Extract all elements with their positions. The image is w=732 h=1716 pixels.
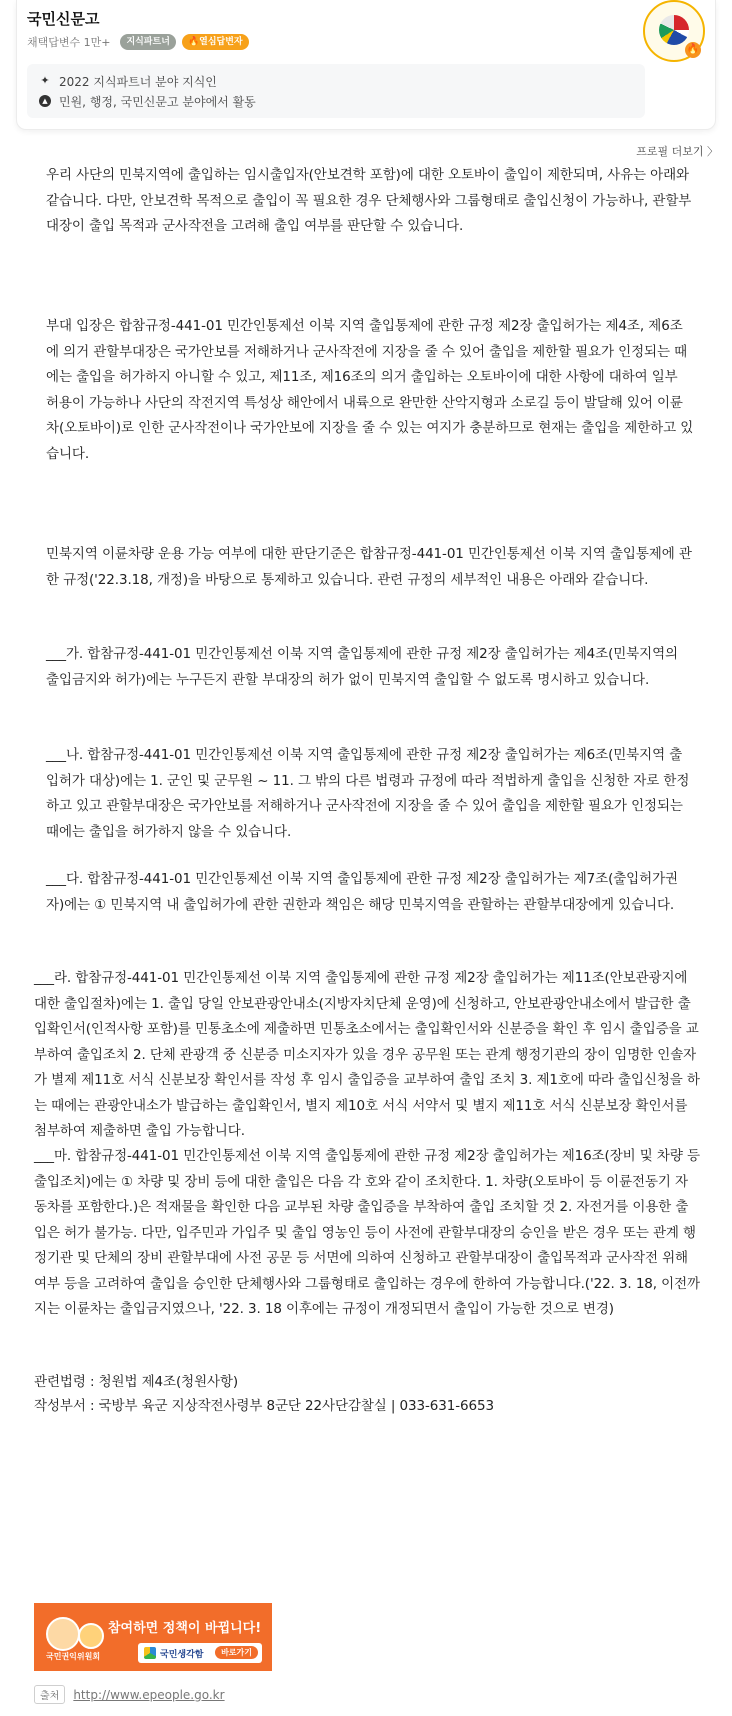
- banner-org: 국민권익위원회: [46, 1652, 101, 1661]
- related-law: 관련법령 : 청원법 제4조(청원사항): [34, 1374, 239, 1390]
- profile-name[interactable]: 국민신문고: [27, 10, 100, 28]
- profile-card: [16, 0, 716, 130]
- avatar[interactable]: [643, 0, 705, 62]
- source-line: [34, 1685, 225, 1704]
- answer-paragraph-4: ___가. 합참규정-441-01 민간인통제선 이북 지역 출입통제에 관한 규정 제2장 출입허가는 제4조(민북지역의 출입금지와 허가)에는 누구든지 관할 부대장의 허가 없이 민북지역 출입할 수 없도록 명시하고 있습니다.: [46, 646, 678, 688]
- answer-paragraph-5: ___나. 합참규정-441-01 민간인통제선 이북 지역 출입통제에 관한 규정 제2장 출입허가는 제6조(민북지역 출입허가 대상)에는 1. 군인 및 군무원 ~ 11. 그 밖의 다른 법령과 규정에 따라 적법하게 출입을 신청한 자로 한정하고 있고 관할부대장은 국가안보를 저해하거나 군사작전에 지장을 줄 수 있어 출입을 제한할 필요가 인정되는 때에는 출입을 허가하지 않을 수 있습니다.: [46, 747, 690, 840]
- answer-paragraph-8: ___마. 합참규정-441-01 민간인통제선 이북 지역 출입통제에 관한 규정 제2장 출입허가는 제16조(장비 및 차량 등 출입조치)에는 ① 차량 및 장비 등에 대한 출입은 다음 각 호와 같이 조치한다. 1. 차량(오토바이 등 이륜전동기 자동차를 포함한다.)은 적재물을 확인한 다음 교부된 차량 출입증을 부착하여 출입 조치할 것 2. 자전거를 이용한 출입은 허가 불가능. 다만, 입주민과 가입주 및 출입 영농인 등이 사전에 관할부대장의 승인을 받은 경우 또는 관계 행정기관 및 단체의 장비 관할부대에 사전 공문 등 서면에 의하여 신청하고 관할부대장이 출입목적과 군사작전 위해 여부 등을 고려하여 출입을 승인한 단체행사와 그룹형태로 출입하는 경우에 한하여 가능합니다.('22. 3. 18, 이전까지는 이륜차는 출입금지였으나, '22. 3. 18 이후에는 규정이 개정되면서 출입이 가능한 것으로 변경): [34, 1148, 700, 1317]
- emblem-icon: [659, 15, 689, 45]
- epeople-banner[interactable]: [34, 1603, 272, 1671]
- info-activity-text: 민원, 행정, 국민신문고 분야에서 활동: [59, 94, 256, 109]
- answer-paragraph-6: ___다. 합참규정-441-01 민간인통제선 이북 지역 출입통제에 관한 규정 제2장 출입허가는 제7조(출입허가권자)에는 ① 민북지역 내 출입허가에 관한 권한과 책임은 해당 민북지역을 관할하는 관할부대장에게 있습니다.: [46, 871, 678, 913]
- banner-brand-pill[interactable]: [138, 1643, 262, 1663]
- badge-knowledge-partner: 지식파트너: [120, 34, 175, 50]
- answer-paragraph-1: 우리 사단의 민북지역에 출입하는 임시출입자(안보견학 포함)에 대한 오토바이 출입이 제한되며, 사유는 아래와 같습니다. 다만, 안보견학 목적으로 출입이 꼭 필요한 경우 단체행사와 그룹형태로 출입신청이 가능하나, 관할부대장이 출입 목적과 군사작전을 고려해 출입 여부를 판단할 수 있습니다.: [46, 167, 692, 234]
- adoption-count: 채택답변수 1만+: [27, 36, 111, 49]
- flame-icon: 🔥: [685, 42, 701, 58]
- banner-slogan: 참여하면 정책이 바뀝니다!: [108, 1621, 262, 1636]
- answer-paragraph-3: 민북지역 이륜차량 운용 가능 여부에 대한 판단기준은 합참규정-441-01 민간인통제선 이북 지역 출입통제에 관한 규정('22.3.18, 개정)을 바탕으로 통제하고 있습니다. 관련 규정의 세부적인 내용은 아래와 같습니다.: [46, 546, 692, 588]
- banner-go-button[interactable]: 바로가기: [215, 1646, 258, 1659]
- info-expert-text: 2022 지식파트너 분야 지식인: [59, 74, 217, 89]
- mascot-child-icon: [78, 1623, 104, 1649]
- info-row-activity: [39, 91, 633, 111]
- answer-paragraph-2: 부대 입장은 합참규정-441-01 민간인통제선 이북 지역 출입통제에 관한 규정 제2장 출입허가는 제4조, 제6조에 의거 관할부대장은 국가안보를 저해하거나 군사작전에 지장을 줄 수 있어 출입을 제한할 필요가 인정되는 때에는 출입을 허가하지 아니할 수 있고, 제11조, 제16조의 의거 출입하는 오토바이에 대한 사항에 대하여 일부 허용이 가능하나 사단의 작전지역 특성상 해안에서 내륙으로 완만한 산악지형과 소로길 등이 발달해 있어 이륜차(오토바이)로 인한 군사작전이나 국가안보에 지장을 줄 수 있는 여지가 충분하므로 현재는 출입을 제한하고 있습니다.: [46, 318, 694, 462]
- answer-paragraph-7: ___라. 합참규정-441-01 민간인통제선 이북 지역 출입통제에 관한 규정 제2장 출입허가는 제11조(안보관광지에 대한 출입절차)에는 1. 출입 당일 안보관광안내소(지방자치단체 운영)에 신청하고, 안보관광안내소에서 발급한 출입확인서(인적사항 포함)를 민통초소에 제출하면 민통초소에서는 출입확인서와 신분증을 확인 후 임시 출입증을 교부하여 출입조치 2. 단체 관광객 중 신분증 미소지자가 있을 경우 공무원 또는 관계 행정기관의 장이 임명한 인솔자가 별제 제11호 서식 신분보장 확인서를 작성 후 임시 출입증을 교부하여 출입 조치 3. 제1호에 따라 출입신청을 하는 때에는 관광안내소가 발급하는 출입확인서, 별지 제10호 서식 서약서 및 별지 제11호 서식 신분보장 확인서를 첨부하여 제출하면 출입 가능합니다.: [34, 970, 700, 1139]
- profile-meta: [27, 34, 249, 50]
- badge-hot-answerer: 🔥열심답변자: [182, 34, 249, 50]
- source-tag: 출처: [34, 1685, 65, 1704]
- source-link[interactable]: http://www.epeople.go.kr: [73, 1687, 225, 1702]
- activity-icon: ▲: [39, 95, 51, 107]
- profile-more-link[interactable]: 프로필 더보기 〉: [636, 145, 718, 158]
- banner-brand: 국민생각함: [160, 1650, 204, 1660]
- sparkle-icon: ✦: [40, 74, 50, 87]
- profile-info-box: [27, 64, 645, 118]
- mascot-icon: [46, 1617, 80, 1651]
- brand-logo-icon: [144, 1647, 156, 1659]
- writing-department: 작성부서 : 국방부 육군 지상작전사령부 8군단 22사단감찰실 | 033-631-6653: [34, 1398, 494, 1414]
- info-row-expert: [39, 71, 633, 91]
